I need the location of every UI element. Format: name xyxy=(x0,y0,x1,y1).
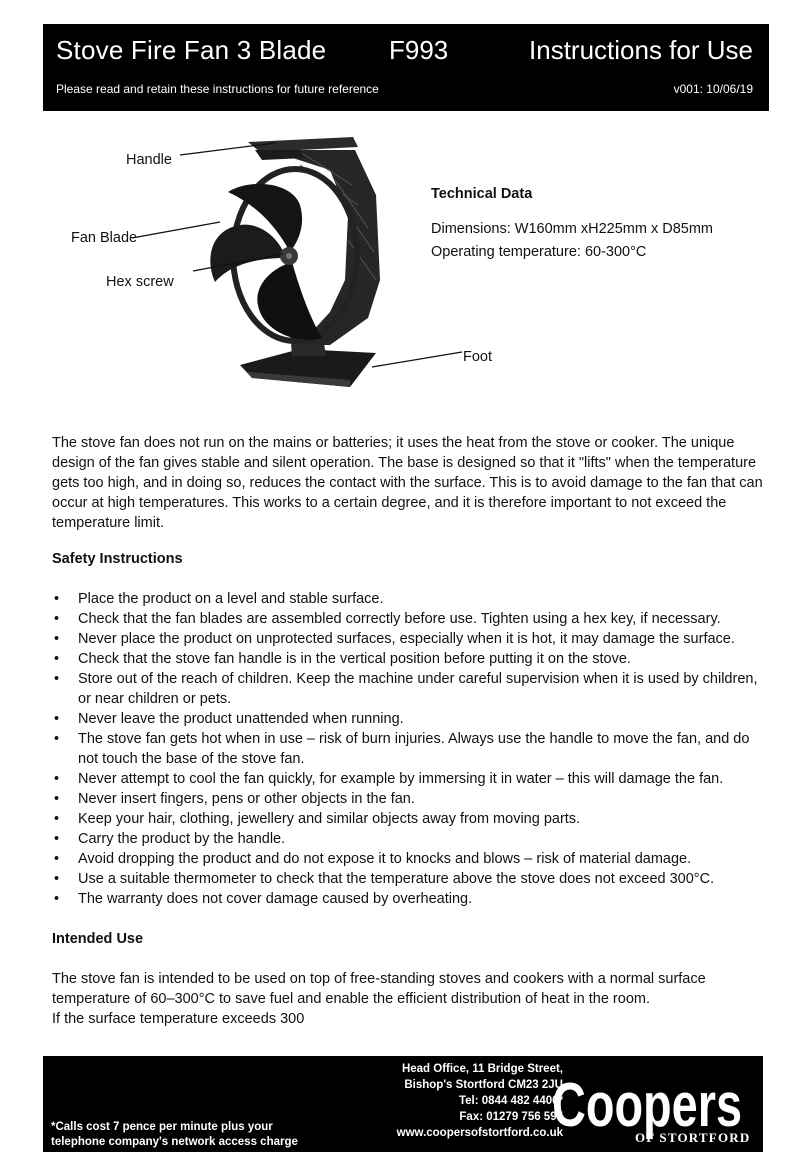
product-code: F993 xyxy=(389,35,449,65)
fan-blade-callout-line xyxy=(132,222,220,238)
dimensions-text: Dimensions: W160mm xH225mm x D85mm xyxy=(431,221,714,237)
list-item: • Avoid dropping the product and do not expose it to knocks and blows – risk of material damage. xyxy=(54,851,692,867)
intended-use-text xyxy=(52,969,764,1029)
list-item: • Carry the product by the handle. xyxy=(54,831,286,847)
logo-wordmark: Coopers xyxy=(552,1071,742,1140)
intro-paragraph: The stove fan does not run on the mains or batteries; it uses the heat from the stove or cooker. The unique design of the fan gives stable and silent operation. The base is designed so that it "lifts" when the temperature gets too high, and in doing so, reduces the contact with the surface. This is to avoid damage to the fan that can occur at high temperatures. This works to a certain degree, and it is therefore important to not exceed the temperature limit. xyxy=(52,435,763,531)
telephone-number: Tel: 0844 482 4400* xyxy=(458,1095,563,1107)
list-item: • Check that the fan blades are assembled correctly before use. Tighten using a hex key, if necessary. xyxy=(54,611,721,627)
document-type: Instructions for Use xyxy=(529,35,753,65)
fax-number: Fax: 01279 756 595 xyxy=(459,1111,563,1123)
list-item: • Never leave the product unattended when running. xyxy=(54,711,404,727)
document-title: Stove Fire Fan 3 Blade xyxy=(56,35,327,65)
intended-use-title: Intended Use xyxy=(52,931,144,947)
list-item: • Check that the stove fan handle is in the vertical position before putting it on the stove. xyxy=(54,651,631,667)
logo-subtitle: OF STORTFORD xyxy=(635,1130,751,1145)
hex-screw-label: Hex screw xyxy=(106,274,174,290)
website-link[interactable]: www.coopersofstortford.co.uk xyxy=(396,1127,563,1139)
intended-use-line2: If the surface temperature exceeds 300 xyxy=(52,1011,305,1027)
list-item: • Never place the product on unprotected surfaces, especially when it is hot, it may damage the surface. xyxy=(54,631,735,647)
list-item: • Use a suitable thermometer to check that the temperature above the stove does not exceed 300°C. xyxy=(54,871,715,887)
safety-list xyxy=(52,589,764,909)
list-item: • Never insert fingers, pens or other objects in the fan. xyxy=(54,791,415,807)
safety-title: Safety Instructions xyxy=(52,551,183,567)
handle-label: Handle xyxy=(126,152,172,168)
fan-blade-label: Fan Blade xyxy=(71,230,138,246)
operating-temperature-text: Operating temperature: 60-300°C xyxy=(431,244,647,260)
technical-data xyxy=(431,183,713,264)
foot-label: Foot xyxy=(463,349,493,365)
list-item: • Never attempt to cool the fan quickly, for example by immersing it in water – this will damage the fan. xyxy=(54,771,724,787)
fan-blade-bottom xyxy=(257,262,322,340)
call-cost-note: *Calls cost 7 pence per minute plus your telephone company's network access charge xyxy=(51,1121,298,1148)
list-item: • Keep your hair, clothing, jewellery and similar objects away from moving parts. xyxy=(54,811,581,827)
company-address: Head Office, 11 Bridge Street, Bishop's Stortford CM23 2JU Tel: 0844 482 4400* Fax: 01279 756 595 www.coopersofstortford.co.uk xyxy=(353,1061,563,1141)
footer-bar xyxy=(43,1056,763,1152)
list-item: • The warranty does not cover damage caused by overheating. xyxy=(54,891,473,907)
list-item: • Place the product on a level and stable surface. xyxy=(54,591,384,607)
list-item: • Store out of the reach of children. Keep the machine under careful supervision when it is used by children, or near children or pets. xyxy=(54,671,758,707)
intended-use-line1: The stove fan is intended to be used on top of free-standing stoves and cookers with a normal surface temperature of 60–300°C to save fuel and enable the efficient distribution of heat in the room. xyxy=(52,971,706,1007)
foot-callout-line xyxy=(372,352,462,367)
version-date: v001: 10/06/19 xyxy=(673,82,753,96)
technical-data-title: Technical Data xyxy=(431,186,533,202)
header-subtitle: Please read and retain these instructions for future reference xyxy=(56,82,379,96)
list-item: • The stove fan gets hot when in use – risk of burn injuries. Always use the handle to move the fan, and do not touch the base of the stove fan. xyxy=(54,731,750,767)
